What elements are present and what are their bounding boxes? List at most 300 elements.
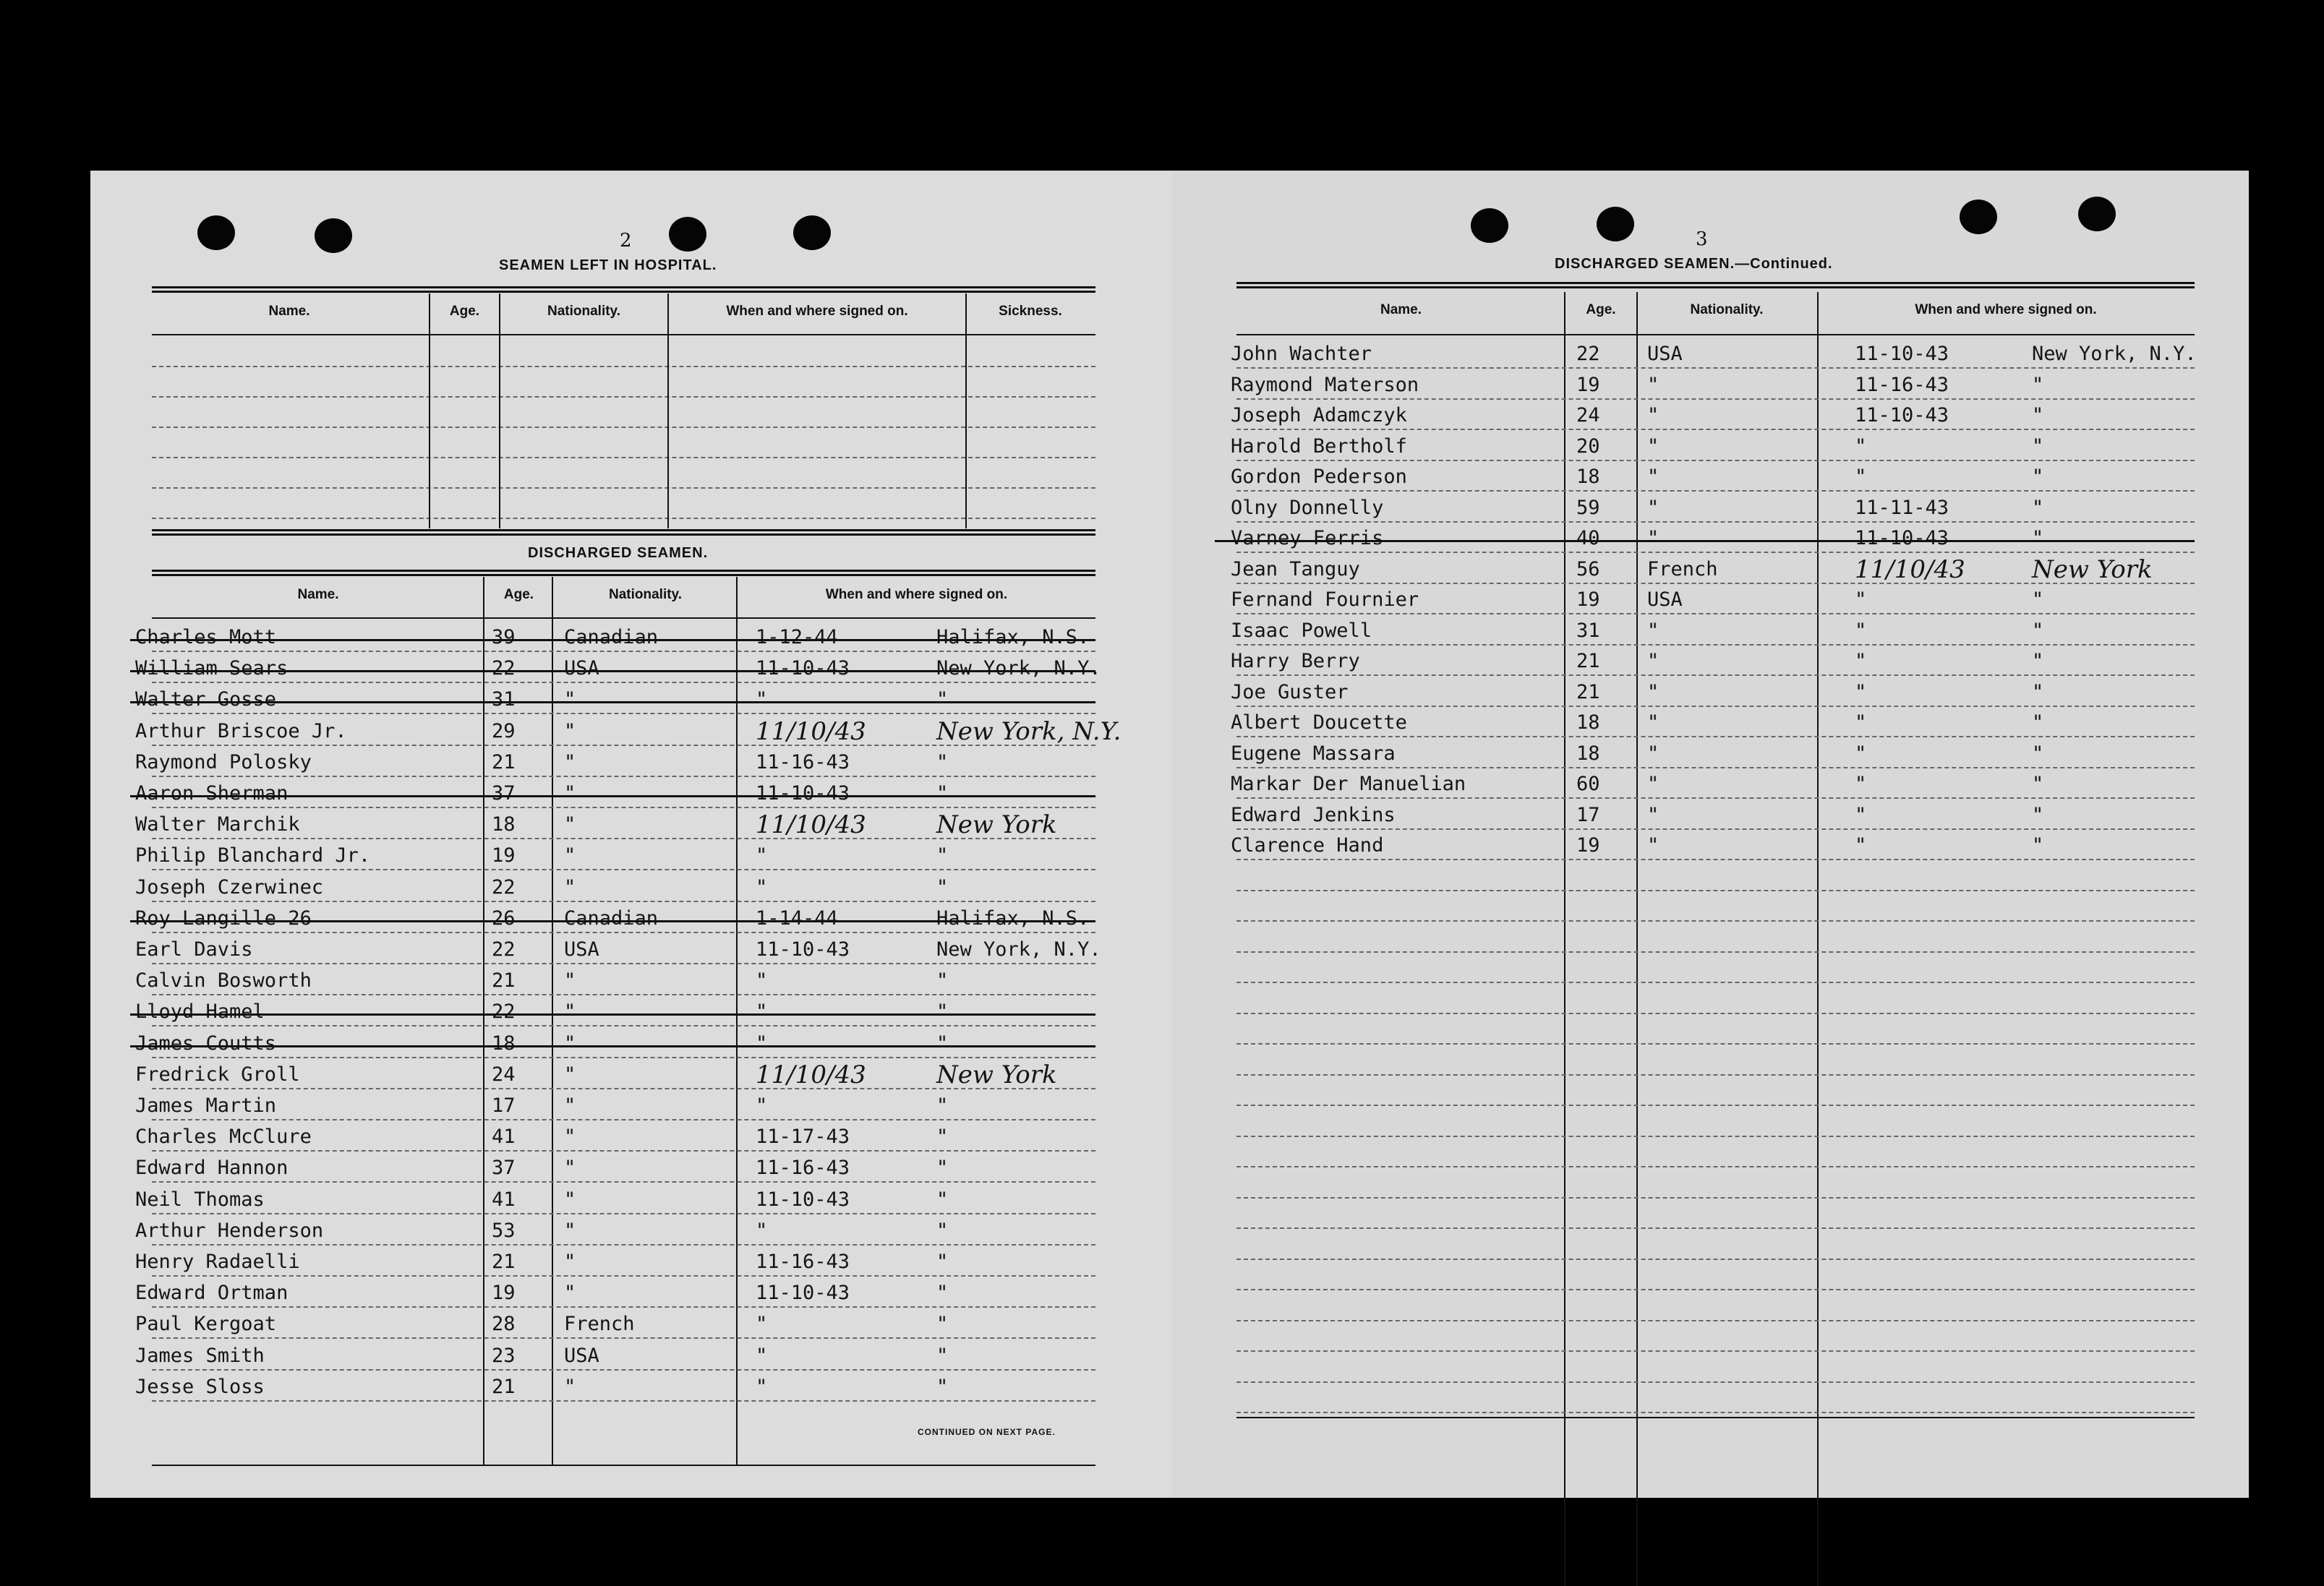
cell-place: " <box>2032 496 2044 519</box>
cell-name: Edward Jenkins <box>1231 803 1396 826</box>
col-header-name: Name. <box>1380 302 1422 317</box>
cell-place: New York, N.Y. <box>936 938 1101 961</box>
cell-nat: " <box>1647 680 1659 703</box>
cell-date: 11-10-43 <box>1855 343 1949 365</box>
cell-nat: " <box>564 813 576 836</box>
cell-name: James Smith <box>135 1344 265 1367</box>
cell-name: Joseph Adamczyk <box>1231 404 1407 426</box>
cell-nat: " <box>564 1282 576 1305</box>
cell-age: 19 <box>1576 373 1600 396</box>
cell-date: " <box>756 1313 768 1336</box>
cell-date: " <box>756 844 768 867</box>
cell-name: Roy Langille 26 <box>135 906 312 930</box>
cell-place: New York <box>2032 554 2153 584</box>
cell-age: 24 <box>1576 404 1600 426</box>
row-rule <box>152 1088 1095 1089</box>
cell-date: " <box>756 1032 768 1055</box>
cell-age: 17 <box>1576 803 1600 826</box>
cell-age: 18 <box>1576 466 1600 488</box>
cell-nat: USA <box>564 657 599 680</box>
cell-name: Jean Tanguy <box>1231 557 1360 580</box>
cell-place: " <box>936 1251 949 1273</box>
cell-nat: USA <box>564 1344 599 1367</box>
row-rule <box>152 1306 1095 1308</box>
column-divider <box>499 293 500 528</box>
cell-nat: Canadian <box>564 626 659 648</box>
cell-date: " <box>1855 834 1867 857</box>
cell-date: 11-11-43 <box>1855 496 1949 519</box>
cell-date: 11-10-43 <box>756 657 850 680</box>
row-rule <box>152 994 1095 995</box>
col-header-nationality: Nationality. <box>609 587 682 602</box>
cell-age: 17 <box>492 1094 516 1117</box>
punch-hole <box>1960 200 1997 234</box>
cell-place: New York <box>936 810 1057 840</box>
strike-through-line <box>130 639 1095 641</box>
strike-through-line <box>1215 540 2195 542</box>
cell-name: Eugene Massara <box>1231 742 1396 765</box>
cell-place: " <box>936 969 949 993</box>
cell-age: 41 <box>492 1126 516 1149</box>
cell-place: " <box>2032 527 2044 549</box>
cell-place: New York, N.Y. <box>2032 343 2197 365</box>
row-rule <box>152 745 1095 746</box>
cell-nat: " <box>564 782 576 805</box>
row-rule <box>152 1400 1095 1402</box>
cell-age: 29 <box>492 719 516 742</box>
cell-nat: " <box>564 875 576 899</box>
cell-name: Harold Bertholf <box>1231 434 1407 458</box>
cell-age: 22 <box>492 657 516 680</box>
cell-place: " <box>2032 711 2044 734</box>
cell-nat: " <box>564 1094 576 1117</box>
cell-name: Lloyd Hamel <box>135 1000 265 1024</box>
cell-place: " <box>936 688 949 711</box>
row-rule <box>1236 1259 2195 1260</box>
cell-name: Aaron Sherman <box>135 782 289 805</box>
col-header-age: Age. <box>1586 302 1616 317</box>
cell-nat: " <box>564 844 576 867</box>
cell-date: 11-16-43 <box>756 1157 850 1180</box>
cell-nat: " <box>564 719 576 742</box>
row-rule <box>1236 920 2195 922</box>
strike-through-line <box>130 795 1095 797</box>
cell-date: " <box>756 875 768 899</box>
cell-nat: " <box>564 1063 576 1086</box>
row-rule <box>1236 367 2195 369</box>
cell-name: Raymond Polosky <box>135 750 312 773</box>
strike-through-line <box>130 701 1095 703</box>
double-rule <box>152 286 1095 293</box>
row-rule <box>1236 644 2195 646</box>
hospital-title: SEAMEN LEFT IN HOSPITAL. <box>499 257 717 273</box>
cell-place: " <box>936 1313 949 1336</box>
cell-place: " <box>936 1375 949 1398</box>
row-rule <box>152 1213 1095 1214</box>
row-rule <box>152 807 1095 808</box>
row-rule <box>1236 706 2195 707</box>
cell-date: 11/10/43 <box>756 1060 866 1089</box>
cell-age: 31 <box>492 688 516 711</box>
cell-name: Edward Ortman <box>135 1282 289 1305</box>
strike-through-line <box>130 1045 1095 1047</box>
cell-nat: " <box>564 1251 576 1273</box>
row-rule <box>1236 1197 2195 1199</box>
punch-hole <box>197 215 235 250</box>
right-page <box>1171 171 2249 1498</box>
cell-date: 11-10-43 <box>1855 527 1949 549</box>
cell-date: " <box>756 1344 768 1367</box>
cell-nat: " <box>564 1219 576 1242</box>
cell-nat: " <box>564 750 576 773</box>
cell-name: Jesse Sloss <box>135 1375 265 1398</box>
cell-place: " <box>936 875 949 899</box>
cell-date: 11-10-43 <box>1855 404 1949 426</box>
cell-age: 18 <box>492 813 516 836</box>
cell-name: Markar Der Manuelian <box>1231 773 1466 795</box>
cell-name: Fernand Fournier <box>1231 588 1419 611</box>
cell-nat: " <box>564 1126 576 1149</box>
continued-note: CONTINUED ON NEXT PAGE. <box>918 1427 1056 1437</box>
cell-place: " <box>2032 466 2044 488</box>
row-rule <box>1236 583 2195 584</box>
column-divider <box>1817 292 1819 1586</box>
cell-place: " <box>936 1219 949 1242</box>
punch-hole <box>2078 197 2116 231</box>
cell-nat: " <box>1647 404 1659 426</box>
cell-age: 26 <box>492 906 516 930</box>
cell-place: " <box>936 1344 949 1367</box>
cell-nat: " <box>1647 373 1659 396</box>
row-rule <box>1236 552 2195 553</box>
row-rule <box>152 396 1095 398</box>
cell-date: 11-16-43 <box>756 750 850 773</box>
row-rule <box>152 713 1095 714</box>
cell-age: 24 <box>492 1063 516 1086</box>
col-header-signed-on: When and where signed on. <box>825 587 1008 602</box>
cell-place: " <box>936 1126 949 1149</box>
cell-place: New York, N.Y. <box>936 657 1101 680</box>
row-rule <box>1236 1227 2195 1229</box>
page-number: 2 <box>620 230 632 252</box>
cell-age: 31 <box>1576 619 1600 642</box>
cell-name: William Sears <box>135 657 289 680</box>
col-header-signed-on: When and where signed on. <box>1915 302 2097 317</box>
cell-age: 19 <box>1576 588 1600 611</box>
cell-age: 19 <box>492 844 516 867</box>
row-rule <box>1236 1013 2195 1014</box>
cell-date: " <box>1855 650 1867 672</box>
cell-name: John Wachter <box>1231 343 1372 365</box>
row-rule <box>1236 890 2195 891</box>
bottom-rule <box>152 1465 1095 1466</box>
cell-name: Charles McClure <box>135 1126 312 1149</box>
row-rule <box>1236 1350 2195 1352</box>
row-rule <box>152 366 1095 367</box>
row-rule <box>1236 828 2195 830</box>
cell-place: " <box>936 1094 949 1117</box>
column-divider <box>667 293 669 528</box>
punch-hole <box>315 218 352 253</box>
cell-place: New York <box>936 1060 1057 1089</box>
cell-name: James Coutts <box>135 1032 277 1055</box>
row-rule <box>152 838 1095 839</box>
strike-through-line <box>130 920 1095 922</box>
cell-nat: " <box>564 969 576 993</box>
row-rule <box>152 963 1095 964</box>
column-divider <box>736 577 738 1465</box>
cell-place: " <box>2032 619 2044 642</box>
cell-place: Halifax, N.S. <box>936 906 1090 930</box>
cell-date: 11-16-43 <box>1855 373 1949 396</box>
cell-place: " <box>2032 650 2044 672</box>
row-rule <box>1236 797 2195 799</box>
row-rule <box>152 1181 1095 1183</box>
cell-nat: French <box>564 1313 635 1336</box>
cell-place: " <box>2032 773 2044 795</box>
cell-nat: " <box>564 1188 576 1211</box>
col-header-signed-on: When and where signed on. <box>726 304 908 319</box>
cell-date: 1-12-44 <box>756 626 838 648</box>
row-rule <box>1236 859 2195 860</box>
cell-place: " <box>2032 373 2044 396</box>
col-header-name: Name. <box>297 587 339 602</box>
cell-name: Clarence Hand <box>1231 834 1384 857</box>
cell-name: Henry Radaelli <box>135 1251 300 1273</box>
cell-age: 41 <box>492 1188 516 1211</box>
cell-nat: " <box>1647 496 1659 519</box>
column-divider <box>429 293 430 528</box>
cell-age: 22 <box>1576 343 1600 365</box>
row-rule <box>152 776 1095 777</box>
cell-date: " <box>1855 466 1867 488</box>
cell-name: Charles Mott <box>135 626 277 648</box>
punch-hole <box>1471 208 1508 243</box>
cell-nat: USA <box>1647 588 1683 611</box>
cell-place: " <box>2032 404 2044 426</box>
cell-place: " <box>2032 434 2044 458</box>
cell-place: Halifax, N.S. <box>936 626 1090 648</box>
cell-date: " <box>1855 803 1867 826</box>
cell-age: 56 <box>1576 557 1600 580</box>
row-rule <box>152 869 1095 870</box>
cell-age: 37 <box>492 1157 516 1180</box>
col-header-name: Name. <box>268 304 310 319</box>
cell-date: " <box>1855 742 1867 765</box>
cell-name: Philip Blanchard Jr. <box>135 844 371 867</box>
cell-place: " <box>936 1157 949 1180</box>
cell-date: " <box>1855 773 1867 795</box>
cell-age: 18 <box>492 1032 516 1055</box>
cell-nat: USA <box>564 938 599 961</box>
row-rule <box>152 518 1095 519</box>
cell-place: " <box>936 750 949 773</box>
cell-date: " <box>1855 680 1867 703</box>
cell-name: Walter Marchik <box>135 813 300 836</box>
row-rule <box>152 1025 1095 1026</box>
column-divider <box>1564 292 1565 1586</box>
header-rule <box>152 334 1095 335</box>
cell-date: 11-16-43 <box>756 1251 850 1273</box>
cell-nat: " <box>1647 434 1659 458</box>
cell-nat: " <box>564 1000 576 1024</box>
cell-age: 22 <box>492 875 516 899</box>
cell-date: 11/10/43 <box>756 810 866 840</box>
cell-name: James Martin <box>135 1094 277 1117</box>
row-rule <box>1236 736 2195 737</box>
discharged-title: DISCHARGED SEAMEN. <box>528 545 709 561</box>
row-rule <box>1236 1381 2195 1383</box>
cell-age: 22 <box>492 1000 516 1024</box>
cell-date: " <box>756 1094 768 1117</box>
cell-age: 39 <box>492 626 516 648</box>
cell-age: 21 <box>492 750 516 773</box>
row-rule <box>152 1369 1095 1371</box>
column-divider <box>552 577 553 1465</box>
cell-nat: " <box>1647 834 1659 857</box>
cell-place: " <box>2032 680 2044 703</box>
punch-hole <box>669 217 706 252</box>
row-rule <box>1236 1289 2195 1290</box>
cell-place: " <box>936 1032 949 1055</box>
cell-name: Isaac Powell <box>1231 619 1372 642</box>
cell-date: " <box>1855 711 1867 734</box>
row-rule <box>152 1244 1095 1246</box>
cell-date: " <box>756 969 768 993</box>
row-rule <box>1236 1043 2195 1045</box>
cell-nat: " <box>1647 773 1659 795</box>
cell-nat: " <box>1647 803 1659 826</box>
row-rule <box>1236 398 2195 400</box>
cell-name: Arthur Briscoe Jr. <box>135 719 347 742</box>
col-header-age: Age. <box>449 304 480 319</box>
cell-name: Neil Thomas <box>135 1188 265 1211</box>
cell-date: 1-14-44 <box>756 906 838 930</box>
cell-date: 11/10/43 <box>756 716 866 746</box>
cell-age: 28 <box>492 1313 516 1336</box>
cell-date: 11-10-43 <box>756 1282 850 1305</box>
cell-date: " <box>756 688 768 711</box>
cell-nat: USA <box>1647 343 1683 365</box>
col-header-sickness: Sickness. <box>999 304 1062 319</box>
row-rule <box>1236 674 2195 676</box>
row-rule <box>1236 613 2195 614</box>
cell-place: " <box>2032 588 2044 611</box>
row-rule <box>152 1337 1095 1339</box>
cell-nat: " <box>564 1032 576 1055</box>
row-rule <box>152 682 1095 683</box>
cell-nat: " <box>564 1375 576 1398</box>
cell-place: New York, N.Y. <box>936 716 1122 746</box>
row-rule <box>1236 429 2195 430</box>
cell-name: Paul Kergoat <box>135 1313 277 1336</box>
bottom-rule <box>1236 1417 2195 1418</box>
cell-date: " <box>756 1219 768 1242</box>
cell-place: " <box>2032 834 2044 857</box>
double-rule <box>1236 282 2195 288</box>
cell-nat: Canadian <box>564 906 659 930</box>
cell-name: Harry Berry <box>1231 650 1360 672</box>
row-rule <box>152 1275 1095 1277</box>
cell-nat: " <box>1647 650 1659 672</box>
cell-age: 21 <box>492 969 516 993</box>
cell-age: 20 <box>1576 434 1600 458</box>
col-header-nationality: Nationality. <box>1690 302 1764 317</box>
cell-nat: " <box>564 688 576 711</box>
row-rule <box>152 1119 1095 1120</box>
cell-age: 23 <box>492 1344 516 1367</box>
cell-date: " <box>1855 619 1867 642</box>
cell-nat: " <box>1647 711 1659 734</box>
cell-date: 11-17-43 <box>756 1126 850 1149</box>
row-rule <box>1236 951 2195 953</box>
row-rule <box>1236 1320 2195 1321</box>
cell-place: " <box>936 1188 949 1211</box>
cell-age: 21 <box>492 1375 516 1398</box>
left-page <box>90 171 1171 1498</box>
column-divider <box>965 293 967 528</box>
cell-nat: " <box>564 1157 576 1180</box>
row-rule <box>1236 767 2195 768</box>
page-number: 3 <box>1696 228 1708 250</box>
cell-nat: " <box>1647 466 1659 488</box>
cell-age: 22 <box>492 938 516 961</box>
cell-place: " <box>936 1282 949 1305</box>
cell-nat: French <box>1647 557 1718 580</box>
cell-name: Raymond Materson <box>1231 373 1419 396</box>
discharged-continued-title: DISCHARGED SEAMEN.—Continued. <box>1555 256 1833 272</box>
row-rule <box>1236 521 2195 523</box>
cell-age: 53 <box>492 1219 516 1242</box>
header-rule <box>152 617 1095 619</box>
cell-name: Joseph Czerwinec <box>135 875 324 899</box>
cell-date: 11/10/43 <box>1855 554 1965 584</box>
cell-name: Earl Davis <box>135 938 253 961</box>
cell-nat: " <box>1647 742 1659 765</box>
cell-age: 21 <box>1576 680 1600 703</box>
cell-name: Olny Donnelly <box>1231 496 1384 519</box>
cell-age: 21 <box>1576 650 1600 672</box>
cell-date: 11-10-43 <box>756 1188 850 1211</box>
double-rule <box>152 570 1095 576</box>
row-rule <box>1236 982 2195 983</box>
cell-age: 60 <box>1576 773 1600 795</box>
row-rule <box>152 1057 1095 1058</box>
row-rule <box>1236 1074 2195 1076</box>
row-rule <box>152 487 1095 489</box>
header-rule <box>1236 334 2195 335</box>
cell-date: " <box>756 1000 768 1024</box>
cell-nat: " <box>1647 619 1659 642</box>
cell-place: " <box>2032 742 2044 765</box>
cell-place: " <box>936 782 949 805</box>
row-rule <box>1236 460 2195 461</box>
row-rule <box>152 457 1095 458</box>
row-rule <box>1236 1412 2195 1413</box>
cell-age: 18 <box>1576 711 1600 734</box>
col-header-age: Age. <box>503 587 534 602</box>
cell-nat: " <box>1647 527 1659 549</box>
row-rule <box>152 901 1095 902</box>
punch-hole <box>793 215 831 250</box>
cell-name: Walter Gosse <box>135 688 277 711</box>
cell-date: 11-10-43 <box>756 782 850 805</box>
cell-age: 21 <box>492 1251 516 1273</box>
cell-age: 19 <box>492 1282 516 1305</box>
cell-name: Albert Doucette <box>1231 711 1407 734</box>
column-divider <box>1636 292 1638 1586</box>
row-rule <box>1236 1105 2195 1106</box>
